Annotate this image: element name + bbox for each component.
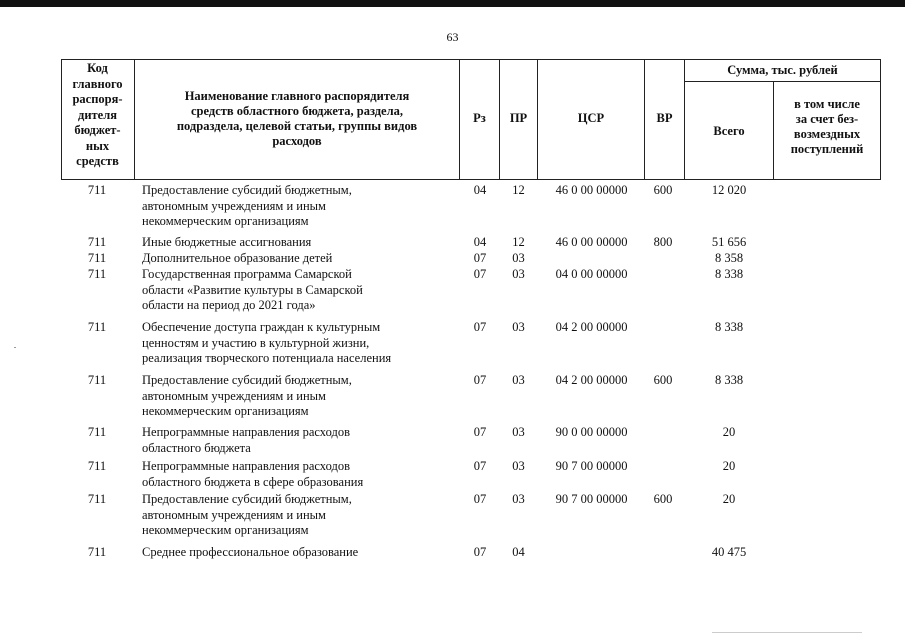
row-total: 40 475	[711, 545, 747, 559]
row-vr: 600	[653, 183, 673, 197]
row-rz: 07	[473, 492, 487, 506]
row-name: Иные бюджетные ассигнования	[142, 235, 312, 249]
row-rz: 07	[473, 320, 487, 334]
row-rz: 07	[473, 425, 487, 439]
row-csr: 46 0 00 00000	[555, 183, 628, 197]
row-total: 8 338	[714, 320, 744, 334]
row-name: Государственная программа Самарской области «Развитие культуры в Самарской области на период до 2021 года»	[142, 267, 363, 313]
row-code: 711	[87, 251, 107, 265]
row-csr: 04 2 00 00000	[555, 320, 628, 334]
row-code: 711	[87, 267, 107, 281]
row-total: 8 338	[714, 267, 744, 281]
row-csr: 04 0 00 00000	[555, 267, 628, 281]
row-name: Непрограммные направления расходов областного бюджета в сфере образования	[142, 459, 364, 489]
row-csr: 90 0 00 00000	[555, 425, 628, 439]
header-pr: ПР	[509, 111, 528, 125]
row-rz: 07	[473, 251, 487, 265]
row-pr: 03	[512, 320, 525, 334]
row-name: Предоставление субсидий бюджетным, автономным учреждениям и иным некоммерческим организациям	[142, 183, 352, 229]
row-pr: 03	[512, 492, 525, 506]
row-vr: 600	[653, 492, 673, 506]
row-code: 711	[87, 320, 107, 334]
scan-artifact	[712, 632, 862, 633]
row-name: Предоставление субсидий бюджетным, автономным учреждениям и иным некоммерческим организациям	[142, 373, 352, 419]
row-code: 711	[87, 183, 107, 197]
row-csr: 90 7 00 00000	[555, 459, 628, 473]
row-pr: 03	[512, 459, 525, 473]
header-name: Наименование главного распорядителя средств областного бюджета, раздела, подраздела, целевой статьи, группы видов расходов	[176, 89, 418, 148]
row-pr: 03	[512, 373, 525, 387]
row-rz: 04	[473, 235, 487, 249]
row-rz: 04	[473, 183, 487, 197]
row-total: 20	[722, 492, 736, 506]
row-total: 20	[722, 425, 736, 439]
row-name: Предоставление субсидий бюджетным, автономным учреждениям и иным некоммерческим организациям	[142, 492, 352, 538]
row-total: 8 358	[714, 251, 744, 265]
scan-top-border	[0, 0, 905, 7]
header-csr: ЦСР	[577, 111, 605, 125]
header-code: Код главного распоря- дителя бюджет- ных средств	[72, 61, 123, 168]
row-total: 12 020	[711, 183, 747, 197]
row-csr: 04 2 00 00000	[555, 373, 628, 387]
row-rz: 07	[473, 459, 487, 473]
row-name: Среднее профессиональное образование	[142, 545, 359, 559]
header-sum: Сумма, тыс. рублей	[727, 63, 838, 77]
row-code: 711	[87, 235, 107, 249]
header-total: Всего	[713, 124, 745, 138]
row-csr: 90 7 00 00000	[555, 492, 628, 506]
row-code: 711	[87, 545, 107, 559]
row-pr: 12	[512, 235, 525, 249]
row-vr: 800	[653, 235, 673, 249]
row-name: Дополнительное образование детей	[142, 251, 333, 265]
header-rz: Рз	[473, 111, 486, 125]
row-rz: 07	[473, 267, 487, 281]
header-incl: в том числе за счет без- возмездных поступлений	[790, 97, 864, 156]
row-code: 711	[87, 373, 107, 387]
row-pr: 03	[512, 267, 525, 281]
row-total: 20	[722, 459, 736, 473]
row-code: 711	[87, 425, 107, 439]
row-csr: 46 0 00 00000	[555, 235, 628, 249]
row-name: Непрограммные направления расходов областного бюджета	[142, 425, 350, 455]
header-vr: ВР	[656, 111, 673, 125]
row-pr: 03	[512, 251, 525, 265]
row-total: 8 338	[714, 373, 744, 387]
row-code: 711	[87, 459, 107, 473]
row-vr: 600	[653, 373, 673, 387]
row-pr: 03	[512, 425, 525, 439]
row-rz: 07	[473, 545, 487, 559]
scan-artifact	[14, 347, 16, 348]
row-total: 51 656	[711, 235, 747, 249]
row-pr: 12	[512, 183, 525, 197]
page-number: 63	[446, 30, 459, 44]
row-rz: 07	[473, 373, 487, 387]
row-name: Обеспечение доступа граждан к культурным ценностям и участию в культурной жизни, реализация творческого потенциала населения	[142, 320, 392, 366]
row-pr: 04	[512, 545, 525, 559]
row-code: 711	[87, 492, 107, 506]
